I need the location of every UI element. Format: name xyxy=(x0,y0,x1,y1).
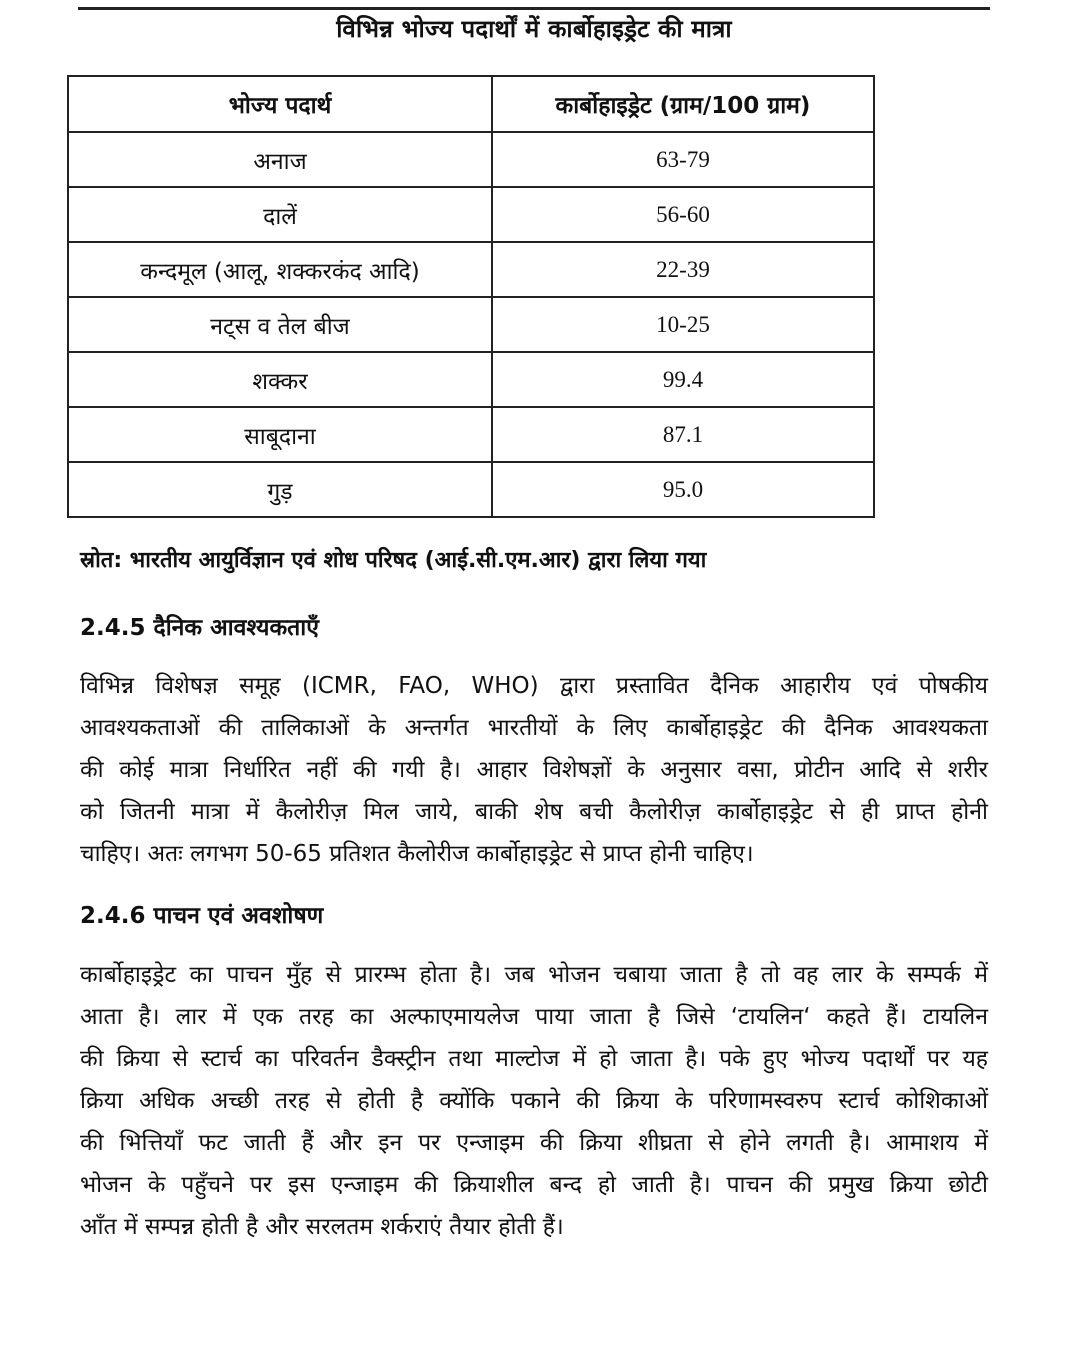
food-cell: साबूदाना xyxy=(68,407,492,462)
table-row xyxy=(68,242,874,297)
carb-value-cell: 95.0 xyxy=(492,462,874,517)
paragraph-line: आँत में सम्पन्न होती है और सरलतम शर्कराएं तैयार होती हैं। xyxy=(80,1214,564,1240)
paragraph-line: आवश्यकताओं की तालिकाओं के अन्तर्गत भारतीयों के लिए कार्बोहाइड्रेट की दैनिक आवश्यकता xyxy=(80,715,988,741)
carb-value-cell: 10-25 xyxy=(492,297,874,352)
carb-value-cell: 56-60 xyxy=(492,187,874,242)
paragraph-daily-requirements xyxy=(80,665,988,875)
carb-value-cell: 22-39 xyxy=(492,242,874,297)
food-cell: कन्दमूल (आलू, शक्करकंद आदि) xyxy=(68,242,492,297)
food-cell: नट्स व तेल बीज xyxy=(68,297,492,352)
food-cell: अनाज xyxy=(68,132,492,187)
table-row xyxy=(68,187,874,242)
carb-value-cell: 87.1 xyxy=(492,407,874,462)
carb-value-cell: 63-79 xyxy=(492,132,874,187)
table-row xyxy=(68,462,874,517)
paragraph-line: भोजन के पहुँचने पर इस एन्जाइम की क्रियाशील बन्द हो जाती है। पाचन की प्रमुख क्रिया छोटी xyxy=(80,1172,988,1198)
food-cell: शक्कर xyxy=(68,352,492,407)
paragraph-line: की क्रिया से स्टार्च का परिवर्तन डैक्स्ट्रीन तथा माल्टोज में हो जाता है। पके हुए भोज्य पदार्थों पर यह xyxy=(80,1046,988,1072)
food-cell: गुड़ xyxy=(68,462,492,517)
paragraph-line: चाहिए। अतः लगभग 50-65 प्रतिशत कैलोरीज कार्बोहाइड्रेट से प्राप्त होनी चाहिए। xyxy=(80,841,754,867)
carb-value-cell: 99.4 xyxy=(492,352,874,407)
top-rule xyxy=(78,7,990,10)
paragraph-digestion-absorption xyxy=(80,954,988,1248)
paragraph-line: को जितनी मात्रा में कैलोरीज़ मिल जाये, बाकी शेष बची कैलोरीज़ कार्बोहाइड्रेट से ही प्राप्त होनी xyxy=(80,799,988,825)
section-heading-digestion-absorption: 2.4.6 पाचन एवं अवशोषण xyxy=(80,903,324,929)
paragraph-line: विभिन्न विशेषज्ञ समूह (ICMR, FAO, WHO) द्वारा प्रस्तावित दैनिक आहारीय एवं पोषकीय xyxy=(80,673,988,699)
carbohydrate-table xyxy=(67,75,875,518)
table-header-row xyxy=(68,76,874,132)
header-carbohydrate: कार्बोहाइड्रेट (ग्राम/100 ग्राम) xyxy=(492,76,874,132)
table-row xyxy=(68,352,874,407)
paragraph-line: कार्बोहाइड्रेट का पाचन मुँह से प्रारम्भ होता है। जब भोजन चबाया जाता है तो वह लार के सम्पर्क में xyxy=(80,962,988,988)
section-heading-daily-requirements: 2.4.5 दैनिक आवश्यकताएँ xyxy=(80,615,319,641)
paragraph-line: आता है। लार में एक तरह का अल्फाएमायलेज पाया जाता है जिसे ‘टायलिन‘ कहते हैं। टायलिन xyxy=(80,1004,988,1030)
paragraph-line: क्रिया अधिक अच्छी तरह से होती है क्योंकि पकाने की क्रिया के परिणामस्वरुप स्टार्च कोशिकाओं xyxy=(80,1088,988,1114)
table-row xyxy=(68,407,874,462)
table-title: विभिन्न भोज्य पदार्थों में कार्बोहाइड्रेट की मात्रा xyxy=(336,15,732,43)
table-source-note: स्रोत: भारतीय आयुर्विज्ञान एवं शोध परिषद (आई.सी.एम.आर) द्वारा लिया गया xyxy=(80,548,707,573)
table-row xyxy=(68,297,874,352)
table-row xyxy=(68,132,874,187)
paragraph-line: की भित्तियाँ फट जाती हैं और इन पर एन्जाइम की क्रिया शीघ्रता से होने लगती है। आमाशय में xyxy=(80,1130,988,1156)
paragraph-line: की कोई मात्रा निर्धारित नहीं की गयी है। आहार विशेषज्ञों के अनुसार वसा, प्रोटीन आदि से शरीर xyxy=(80,757,988,783)
food-cell: दालें xyxy=(68,187,492,242)
header-food: भोज्य पदार्थ xyxy=(68,76,492,132)
